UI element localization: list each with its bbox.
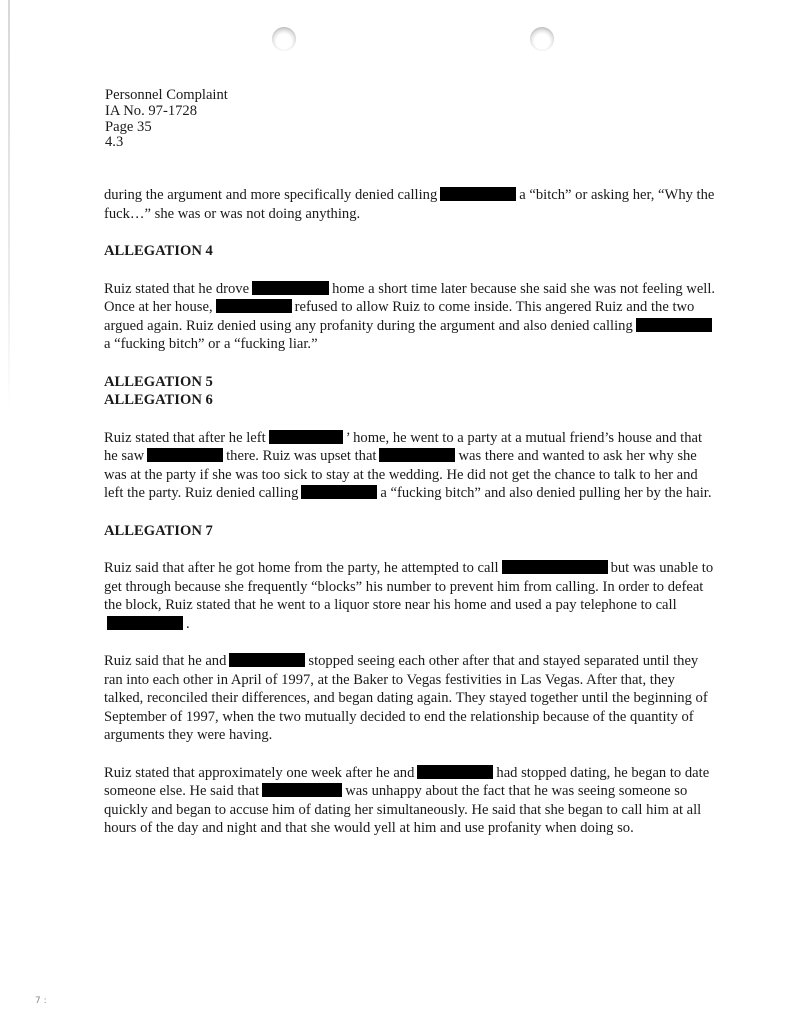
text-run: a “bitch” or asking her, “Why the fuck…” she was or was not doing anything. (104, 187, 715, 222)
continued-paragraph (104, 186, 716, 223)
redaction-bar (301, 485, 377, 499)
text-run: Ruiz said that he and (104, 653, 227, 669)
text-run: Ruiz stated that he drove (104, 280, 250, 297)
text-run: a “fucking bitch” and also denied pulling her by the hair. (380, 485, 712, 501)
text-run: during the argument and more specifically denied calling (104, 187, 438, 203)
redaction-bar (417, 765, 493, 779)
text-run: a “fucking bitch” or a “fucking liar.” (104, 336, 318, 352)
text-run: . (186, 615, 190, 632)
allegation-5-heading: ALLEGATION 5 (104, 373, 213, 390)
header-section: 4.3 (105, 134, 124, 151)
header-page-number: Page 35 (105, 118, 152, 135)
punch-hole-right (530, 27, 554, 51)
punch-hole-left (272, 27, 296, 51)
text-run: was unhappy about the fact that he was seeing someone so quickly and began to accuse him of dating her simultaneously. He said that she began to call him at all hours of the day and night and that she would yell at him and use profanity when doing so. (104, 783, 702, 836)
redaction-bar (379, 448, 455, 462)
allegation-4-paragraph (104, 280, 716, 354)
text-run: Ruiz said that after he got home from the party, he attempted to call (104, 560, 499, 576)
redaction-bar (252, 281, 329, 295)
text-run: there. Ruiz was upset that (226, 448, 377, 464)
allegation-4-heading: ALLEGATION 4 (104, 243, 213, 259)
redaction-bar (636, 318, 712, 332)
text-run: ’ home, he went to a party at a mutual friend’s house and that he saw (104, 429, 703, 464)
text-run: home a short time later because she said she was not feeling well. Once at her house, (104, 280, 716, 315)
redaction-bar (216, 299, 292, 313)
redaction-bar (269, 430, 343, 444)
allegation-6-heading: ALLEGATION 6 (104, 392, 213, 408)
allegation-7-paragraph-2 (104, 652, 716, 745)
text-run: Ruiz stated that approximately one week after he and (104, 764, 415, 781)
scan-edge-shadow (8, 0, 10, 410)
redaction-bar (229, 653, 305, 667)
text-run: was there and wanted to ask her why she was at the party if she was too sick to stay at the wedding. He did not get the chance to talk to her and left the party. Ruiz denied calling (104, 448, 698, 501)
document-body (104, 186, 716, 857)
text-run: but was unable to get through because she frequently “blocks” his number to prevent him from calling. In order to defeat the block, Ruiz stated that he went to a liquor store near his home and used a pay telephone to call (104, 560, 714, 613)
redaction-bar (440, 187, 516, 201)
allegation-5-6-paragraph (104, 429, 716, 503)
redaction-bar (147, 448, 223, 462)
allegation-7-paragraph-1 (104, 559, 716, 633)
header-ia-number: IA No. 97-1728 (105, 102, 198, 119)
text-run: refused to allow Ruiz to come inside. This angered Ruiz and the two argued again. Ruiz denied using any profanity during the argument and also denied calling (104, 299, 695, 334)
text-run: Ruiz stated that after he left (104, 429, 266, 446)
margin-mark: 7 : (35, 996, 47, 1006)
document-header (105, 88, 228, 151)
redaction-bar (262, 783, 342, 797)
redaction-bar (107, 616, 183, 630)
allegation-7-paragraph-3 (104, 764, 716, 838)
allegation-7-heading: ALLEGATION 7 (104, 522, 213, 539)
text-run: stopped seeing each other after that and stayed separated until they ran into each other in April of 1997, at the Baker to Vegas festivities in Las Vegas. After that, they talked, reconciled their differences, and began dating again. They stayed together until the beginning of September of 1997, when the two mutually decided to end the relationship because of the quantity of arguments they were having. (104, 653, 708, 743)
redaction-bar (502, 560, 608, 574)
text-run: had stopped dating, he began to date someone else. He said that (104, 764, 710, 799)
header-complaint-type: Personnel Complaint (105, 87, 228, 103)
